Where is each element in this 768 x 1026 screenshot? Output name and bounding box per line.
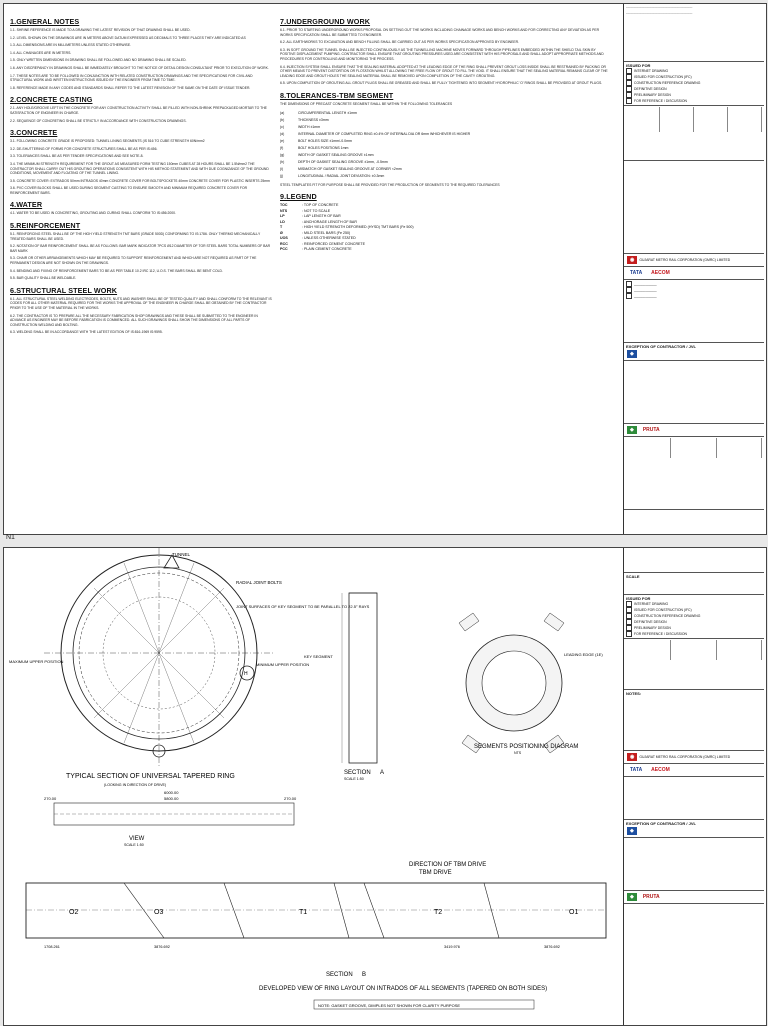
tolerance-item xyxy=(280,131,610,138)
tb2-issued-for xyxy=(624,595,764,639)
green-logo-2: ◆ xyxy=(627,893,637,901)
tb2-scale xyxy=(624,573,764,595)
segments-diagram-title: SEGMENTS POSITIONING DIAGRAM xyxy=(474,744,579,750)
legend-value: : LAP LENGTH OF BAR xyxy=(302,214,341,219)
contractor-label-2: EXCEPTION OF CONTRACTOR / JVL xyxy=(626,821,696,826)
note-paragraph: 6.2. ALL EARTHWORKS TO EXCAVATION AND BENCH FILLING SHALL BE CARRIED OUT AS PER WORKS SPECIFICATION APPROVED BY ENGINEER. xyxy=(280,40,520,45)
tbm-drive-label: TBM DRIVE xyxy=(419,870,452,876)
tb-signatures xyxy=(624,361,764,424)
dim-top-3: 5800.00 xyxy=(164,796,179,801)
general-notes-sheet xyxy=(3,3,767,535)
tolerance-item xyxy=(280,117,610,124)
note-paragraph: 6.1. PRIOR TO STARTING UNDERGROUND WORKS PROPOSAL ON SETTING OUT THE WORKS INCLUDING CHAINAGE WORKS AND BENCH WORKS AND FOR CORRECTING ANY DEVIATION AS PER WORKS SPECIFICATION SHALL BE SUBMITTED TO ENGINEER. xyxy=(280,28,600,37)
client-logo-2: ◉ xyxy=(627,753,637,761)
issue-option xyxy=(626,98,762,104)
tolerance-item xyxy=(280,138,610,145)
dim-bottom-2: 3876.692 xyxy=(154,945,170,949)
legend-value: : NOT TO SCALE xyxy=(302,208,331,213)
note-paragraph: 6.5. UPON COMPLETION OF GROUTING ALL GROUT PLUGS SHALL BE GREASED AND SHALL BE FULLY TIGHTENED INTO SEGMENT HYDROPHILIC 'O' RINGS SHALL BE PROVIDED AT GROUT PLUGS. xyxy=(280,81,603,86)
tolerance-text: DEPTH OF GASKET SEALING GROOVE ±1mm, -0.5mm xyxy=(298,159,388,164)
joint-surfaces-label: JOINT SURFACES OF KEY SEGMENT TO BE PARALLEL TO 22.5° RAYS xyxy=(236,604,370,609)
dev-seg-1: O3 xyxy=(154,909,164,916)
tolerance-item xyxy=(280,124,610,131)
tolerance-text: CIRCUMFERENTIAL LENGTH ±1mm xyxy=(298,110,357,115)
legend-key: UOS xyxy=(280,236,288,241)
issue-option-label: INTERNET DRAWING xyxy=(634,68,669,73)
note-paragraph: 5.4. BENDING AND FIXING OF REINFORCEMENT BARS TO BE AS PER TABLE 10.2 IRC 112, U.O.S. THE BARS SHALL BE BENT COLD. xyxy=(10,268,223,273)
tolerance-number: (c) xyxy=(280,124,285,129)
sheet-number: N1 xyxy=(6,534,15,541)
issue-option-label: PRELIMINARY DESIGN xyxy=(634,625,671,630)
section-heading: 1.GENERAL NOTES xyxy=(10,17,80,26)
tolerance-number: (a) xyxy=(280,110,285,115)
checkbox-icon xyxy=(626,98,632,104)
dim-bottom-3: 3419.976 xyxy=(444,945,460,949)
issue-option-label: CONSTRUCTION REFERENCE DRAWING xyxy=(634,80,701,85)
client-logo: ◉ xyxy=(627,256,637,264)
drawing-info xyxy=(624,437,764,510)
tolerance-text: WIDTH ±1mm xyxy=(298,124,321,129)
tb2-logos xyxy=(624,764,764,777)
issue-option-label: ISSUED FOR CONSTRUCTION (IFC) xyxy=(634,607,692,612)
note-paragraph: 3.2. DE-SHUTTERING OF FORMS FOR CONCRETE STRUCTURES SHALL BE AS PER IS:456. xyxy=(10,146,158,151)
segments-diagram xyxy=(459,613,564,753)
note-paragraph: 6.1. ALL STRUCTURAL STEEL WELDING ELECTRODES, BOLTS, NUTS AND WASHER SHALL BE OF TESTED QUALITY AND SHALL CONFORM TO THE RELEVANT IS CODES FOR ALL OTHER MATERIAL REQUIRED FOR THE WORKS THE APPROVAL OF THE ENGINEER IN CHARGE SHALL BE OBTAINED BY THE CONTRACTOR PRIOR TO THE USE OF THE MATERIAL IN THE WORKS. xyxy=(10,296,272,310)
tb2-sign xyxy=(624,838,764,891)
tolerance-text: BOLT HOLES POSITIONS 1mm xyxy=(298,145,349,150)
h-tag: H xyxy=(244,671,248,677)
tolerance-number: (j) xyxy=(280,173,284,178)
tolerance-text: LONGITUDINAL / RADIAL JOINT DEVIATION: ±0.3mm xyxy=(298,173,385,178)
issue-option xyxy=(626,631,762,637)
tolerance-text: MISMATCH OF GASKET SEALING GROOVE AT CORNER <2mm xyxy=(298,166,402,171)
ring-subtitle: (LOOKING IN DIRECTION OF DRIVE) xyxy=(104,783,167,787)
section-heading: 4.WATER xyxy=(10,200,43,210)
issued-for-label: ISSUED FOR xyxy=(626,63,651,68)
developed-title: DEVELOPED VIEW OF RING LAYOUT ON INTRADOS OF ALL SEGMENTS (TAPERED ON BOTH SIDES) xyxy=(259,986,548,992)
note-paragraph: 6.4. INJECTION SYSTEM SHALL ENSURE THAT THE SEALING MATERIAL ADOPTED AT THE LEADING EDGE OF THE RING SHALL PREVENT GROUT LOSS INSIDE SHALL BE RESTRAINED BY PACKING OR OTHER MEANS TO PREVENT DISTORTION OR FLOTATION WHILST ALLOWING THE FREE FLOW OF GROUT TO FILL THE VOID. IT SHALL ENSURE THAT THE SEALING MATERIAL REMAINS CLEAR OF THE LEADING EDGE AND GROUT HOLES THE SEALING MATERIAL SHALL BE REMOVED UPON COMPLETION OF THE CAVITY GROUTING. xyxy=(280,64,608,78)
legend-value: : TOP OF CONCRETE xyxy=(302,203,339,208)
scale-label: SCALE xyxy=(626,574,640,579)
dim-top-1: 270.00 xyxy=(44,796,57,801)
tunnel-label: TUNNEL xyxy=(172,552,191,557)
logo-aecom: AECOM xyxy=(651,270,670,276)
note-paragraph: 3.6. PVC COVER BLOCKS SHALL BE USED DURING SEGMENT CASTING TO ENSURE SMOOTH AND MINIMUM REQUIRED CONCRETE COVER FOR REINFORCEMENT BARS. xyxy=(10,186,248,195)
note-paragraph: 5.5. BAR QUALITY SHALL BE WELDABLE. xyxy=(10,276,77,281)
tb2-notes xyxy=(624,690,764,751)
pruta-block xyxy=(624,424,764,437)
dev-seg-2: T1 xyxy=(299,909,308,916)
tolerance-number: (i) xyxy=(280,166,284,171)
section-a-scale: SCALE 1:50 xyxy=(344,777,364,781)
tb2-revisions xyxy=(624,639,764,690)
logo-pruta-2: PRUTA xyxy=(642,894,660,900)
tb-checkboxes: ____________ ____________ ____________ xyxy=(624,280,764,343)
section-a-drawing xyxy=(342,593,377,763)
tolerances-intro: THE DIMENSIONS OF PRECAST CONCRETE SEGMENT SHALL BE WITHIN THE FOLLOWING TOLERANCES xyxy=(280,101,453,106)
client-name-2: GUJARAT METRO RAIL CORPORATION (GMRC) LIMITED xyxy=(639,755,731,759)
tolerance-item xyxy=(280,159,610,166)
issue-option-label: PRELIMINARY DESIGN xyxy=(634,92,671,97)
issue-option-label: CONSTRUCTION REFERENCE DRAWING xyxy=(634,613,701,618)
segments-diagram-sub: NTS xyxy=(514,751,522,755)
max-upper-label: MAXIMUM UPPER POSITION xyxy=(9,659,64,664)
note-paragraph: 3.4. THE MINIMUM STRENGTH REQUIREMENT FOR THE GROUT AS MEASURED FORM TESTING 150mm CUBES AT 28 HOURS SHALL BE 1.5N/mm2 THE CONTRACTOR SHALL CARRY OUT HIS GROUTING OPERATIONS CONSISTENT WITH HIS METHOD STATEMENT AND WITH DUE COGNIZANCE OF THE GROUND CONDITIONS, MOVEMENT AND FLOATING OF THE TUNNEL LINING. xyxy=(10,161,269,176)
radial-joint-label: RADIAL JOINT BOLTS xyxy=(236,580,282,585)
title-block xyxy=(623,4,764,534)
contractor-logo: ◆ xyxy=(627,350,637,358)
logo-tata: TATA xyxy=(630,270,643,276)
dev-seg-5: O2 xyxy=(69,909,79,916)
tolerance-item xyxy=(280,166,610,173)
tolerance-number: (f) xyxy=(280,145,284,150)
ring-layout-sheet xyxy=(3,547,767,1026)
legend-key: NTS xyxy=(280,208,288,213)
note-paragraph: 1.3. ALL DIMENSIONS ARE IN MILLIMETERS UNLESS STATED OTHERWISE. xyxy=(10,43,132,48)
logo-pruta: PRUTA xyxy=(642,427,660,433)
leading-edge-label: LEADING EDGE (1E) xyxy=(564,652,603,657)
note-paragraph: 1.6. ANY DISCREPANCY IN DRAWINGS SHALL BE IMMEDIATELY BROUGHT TO THE NOTICE OF DETAIL DESIGN CONSULTANT PRIOR TO EXECUTION OF WORK. xyxy=(10,65,269,70)
tolerance-item xyxy=(280,110,610,117)
issue-option-label: DEFINITIVE DESIGN xyxy=(634,619,667,624)
legend-key: Ø xyxy=(280,230,283,235)
note-paragraph: 5.2. NOTATION OF BAR REINFORCEMENT SHALL BE AS FOLLOWS: BAR MARK INDICATOR 7PCS Ø12 DIAMETER OF TOR STEEL BARS TOTAL NUMBERS OF BAR BAR MARK xyxy=(10,244,271,253)
tolerance-text: BOLT HOLES SIZE ±1mm/-0.0mm xyxy=(298,138,352,143)
section-heading: 5.REINFORCEMENT xyxy=(10,221,81,231)
legend-key: LP xyxy=(280,214,285,219)
tolerance-number: (h) xyxy=(280,159,285,164)
tolerance-text: INTERNAL DIAMETER OF COMPLETED RING ±0.4% OF INTERNAL DIA OR 6mm WHICHEVER IS HIGHER xyxy=(298,131,471,136)
legend-key: PCC xyxy=(280,247,288,252)
revision-table xyxy=(624,106,764,161)
note-paragraph: 1.2. LEVEL SHOWN ON THE DRAWINGS ARE IN METERS ABOVE DATUM EXPRESSED AS DECIMALS TO THREE PLACES THEY ARE INDICATED AS xyxy=(10,35,246,40)
issue-option-label: INTERNET DRAWING xyxy=(634,601,669,606)
dev-seg-3: T2 xyxy=(434,909,443,916)
tolerance-number: (d) xyxy=(280,131,285,136)
tolerance-text: WIDTH OF GASKET SEALING GROOVE ±1mm xyxy=(298,152,374,157)
tolerance-item xyxy=(280,152,610,159)
tolerance-number: (g) xyxy=(280,152,285,157)
tolerance-number: (b) xyxy=(280,117,285,122)
checkbox-icon xyxy=(626,631,632,637)
view-scale: SCALE 1:50 xyxy=(124,843,144,847)
blank-area xyxy=(624,161,764,254)
note-paragraph: 3.1. FOLLOWING CONCRETE GRADE IS PROPOSED: TUNNEL LINING SEGMENTS (IS 516 TO CUBE STRENGTH 60N/mm2 xyxy=(10,139,205,144)
key-segment-label: KEY SEGMENT xyxy=(304,654,333,659)
tolerance-item xyxy=(280,145,610,152)
consultant-logos xyxy=(624,267,764,280)
view-drawing xyxy=(54,803,294,825)
contractor-block xyxy=(624,343,764,361)
legend-value: : REINFORCED CEMENT CONCRETE xyxy=(302,241,366,246)
note-paragraph: 3.5. CONCRETE COVER: EXTRADOS 50mm INTRADOS 40mm CONCRETE COVER FOR BOLTSPOCKETS 40mm CONCRETE COVER FOR PLASTIC INSERTS 25mm xyxy=(10,178,270,183)
note-paragraph: 2.1. ANY HOLE/GROOVE LEFT IN THE CONCRETE FOR ANY CONSTRUCTION ACTIVITY SHALL BE FILLED WITH NON-SHRINK PREPACKAGED MORTAR TO THE SATISFACTION OF ENGINEER IN CHARGE. xyxy=(10,106,267,115)
section-heading: 6.STRUCTURAL STEEL WORK xyxy=(10,285,118,295)
notes-left-column xyxy=(10,12,272,338)
tolerances-heading: 8.TOLERANCES-TBM SEGMENT xyxy=(280,90,394,100)
min-upper-label: MINIMUM UPPER POSITION xyxy=(256,662,310,667)
note-paragraph: 4.1. WATER TO BE USED IN CONCRETING, GROUTING AND CURING SHALL CONFORM TO IS:456:2000. xyxy=(10,211,176,216)
dim-bottom-4: 3876.692 xyxy=(544,945,560,949)
developed-view xyxy=(26,883,606,938)
legend-value: : ANCHORAGE LENGTH OF BAR xyxy=(302,219,357,224)
legend-key: T xyxy=(280,225,283,230)
tb-remarks: ______________________________________________ ______________________________________________ xyxy=(624,4,764,62)
tb2-remarks xyxy=(624,548,764,573)
issue-option-label: ISSUED FOR CONSTRUCTION (IFC) xyxy=(634,74,692,79)
tolerance-text: THICKNESS ±3mm xyxy=(298,117,329,122)
tolerance-item xyxy=(280,173,610,180)
dim-top-4: 270.00 xyxy=(284,796,297,801)
issue-option-label: DEFINITIVE DESIGN xyxy=(634,86,667,91)
issue-option-label: FOR REFERENCE / DISCUSSION xyxy=(634,631,687,636)
tolerances-note: STEEL TEMPLATES FIT FOR PURPOSE SHALL BE PROVIDED FOR THE PRODUCTION OF SEGMENTS TO THE REQUIRED TOLERANCES xyxy=(280,182,500,187)
note-paragraph: 1.5. ONLY WRITTEN DIMENSIONS IN DRAWING SHALL BE FOLLOWED AND NO DRAWING SHALL BE SCALED. xyxy=(10,58,187,63)
legend-key: RCC xyxy=(280,241,288,246)
note-paragraph: 6.3. IN SOFT GROUND THE TUNNEL SHALL BE INJECTED CONTINUOUSLY AS THE TUNNELLING MACHINE MOVES FORWARD THROUGH PIPELINES EMBEDDED WITHIN THE SHIELD TAIL SKIN BY POSITIVE DISPLACEMENT PUMPING. CONTRACTOR SHALL ENSURE THAT GROUTING PRESSURES USED ARE CONSISTENT WITH HIS PROPOSALS AND SHALL ADOPT APPROPRIATE METHODS AND PROCEDURES FOR CONTROLLING AND MONITORING THE PROCESS. xyxy=(280,47,604,61)
tb2-checks xyxy=(624,777,764,820)
note-paragraph: 5.1. REINFORCING STEEL SHALL BE OF THE HIGH YIELD STRENGTH TMT BARS (GRADE 500D) CONFORMING TO IS:1786. ONLY THERMO MECHANICALLY TREATED BARS SHALL BE USED. xyxy=(10,232,261,241)
note-paragraph: 2.2. SEQUENCE OF CONCRETING SHALL BE STRICTLY IN ACCORDANCE WITH CONSTRUCTION DRAWINGS. xyxy=(10,118,187,123)
note-paragraph: 1.4. ALL CHAINAGES ARE IN METERS. xyxy=(10,50,72,55)
legend-item xyxy=(280,247,610,253)
direction-label: DIRECTION OF TBM DRIVE xyxy=(409,862,487,868)
issued-for-block xyxy=(624,62,764,106)
client-block xyxy=(624,254,764,267)
note-paragraph: 3.3. TOLERANCES SHALL BE AS PER TENDER SPECIFICATIONS AND SEE NOTE-8. xyxy=(10,154,144,159)
legend-value: : UNLESS OTHERWISE STATED xyxy=(302,236,356,241)
note-paragraph: 6.3. WELDING SHALL BE IN ACCORDANCE WITH THE LATEST EDITION OF IS:816-1969 IS:9595. xyxy=(10,330,163,335)
tb2-contractor xyxy=(624,820,764,838)
legend-key: TOC xyxy=(280,203,288,208)
section-heading: 3.CONCRETE xyxy=(10,128,58,138)
ring-title: TYPICAL SECTION OF UNIVERSAL TAPERED RING xyxy=(66,773,235,780)
legend-key: LD xyxy=(280,219,285,224)
client-name: GUJARAT METRO RAIL CORPORATION (GMRC) LIMITED xyxy=(639,258,731,262)
notes-middle-column xyxy=(280,12,610,253)
issued-for-label-2: ISSUED FOR xyxy=(626,596,651,601)
dev-seg-4: O1 xyxy=(569,909,579,916)
issue-option-label: FOR REFERENCE / DISCUSSION xyxy=(634,98,687,103)
dim-bottom-1: 1708.261 xyxy=(44,945,60,949)
contractor-label: EXCEPTION OF CONTRACTOR / JVL xyxy=(626,344,696,349)
dim-top-2: 6000.00 xyxy=(164,790,179,795)
tb2-client xyxy=(624,751,764,764)
tb2-pruta xyxy=(624,891,764,904)
note-paragraph: 1.8. REFERENCE MADE IN ANY CODES AND STANDARDS SHALL REFER TO THE LATEST REVISION OF THE SAME ON THE DATE OF ISSUE TENDER. xyxy=(10,85,251,90)
logo-aecom-2: AECOM xyxy=(651,767,670,773)
legend-value: : PLAIN CEMENT CONCRETE xyxy=(302,247,352,252)
section-heading: 7.UNDERGROUND WORK xyxy=(280,17,371,26)
tolerance-number: (e) xyxy=(280,138,285,143)
green-logo: ◆ xyxy=(627,426,637,434)
section-a-tag: A xyxy=(380,770,385,776)
contractor-logo-2: ◆ xyxy=(627,827,637,835)
legend-heading: 9.LEGEND xyxy=(280,192,317,202)
legend-value: : MILD STEEL BARS (Fe 250) xyxy=(302,230,351,235)
notes-label: NOTES: xyxy=(626,691,642,696)
note-paragraph: 1.7. THESE NOTES ARE TO BE FOLLOWED IN CONJUNCTION WITH RELATED CONSTRUCTION DRAWINGS AND THE SPECIFICATIONS FOR CIVIL AND STRUCTURAL WORK AND WRITTEN INSTRUCTIONS ISSUED BY THE ENGINEER FROM TIME TO TIME. xyxy=(10,73,253,83)
note-paragraph: 1.1. SHRINE REFERENCE IS MADE TO A DRAWING THE LATEST REVISION OF THAT DRAWING SHALL BE USED. xyxy=(10,28,191,32)
note-paragraph: 6.2. THE CONTRACTOR IS TO PREPARE ALL THE NECESSARY FABRICATION SHOP DRAWINGS AND THESE SHALL BE SUBMITTED TO THE ENGINEER IN ADVANCE AS ENGINEER MAY BE BEFORE FABRICATION IS COMMENCED. ALL SUCH DRAWINGS SHALL SHOW THE DIMENSIONS OF ALL PARTS OF CONSTRUCTION WELDING AND BOLTING. xyxy=(10,313,258,327)
gasket-note: NOTE: GASKET GROOVE, DIMPLES NOT SHOWN FOR CLARITY PURPOSE xyxy=(318,1003,461,1008)
section-b-tag: B xyxy=(362,972,367,978)
legend-value: : HIGH YIELD STRENGTH DEFORMED (HYSD) TMT BARS (Fe 500) xyxy=(302,225,414,230)
view-label: VIEW xyxy=(129,836,145,842)
logo-tata-2: TATA xyxy=(630,767,643,773)
note-paragraph: 5.3. CHAIR OR OTHER ARRANGEMENTS WHICH MAY BE REQUIRED TO SUPPORT REINFORCEMENT AND WHICH ARE NOT REQUIRED AS PART OF THE PERMANENT DESIGN ARE NOT SHOWN ON THE DRAWINGS. xyxy=(10,256,257,266)
ring-drawing xyxy=(4,548,624,1025)
section-b-label: SECTION xyxy=(326,972,353,978)
section-a-label: SECTION xyxy=(344,770,371,776)
section-heading: 2.CONCRETE CASTING xyxy=(10,95,93,105)
title-block-2 xyxy=(623,548,764,1025)
